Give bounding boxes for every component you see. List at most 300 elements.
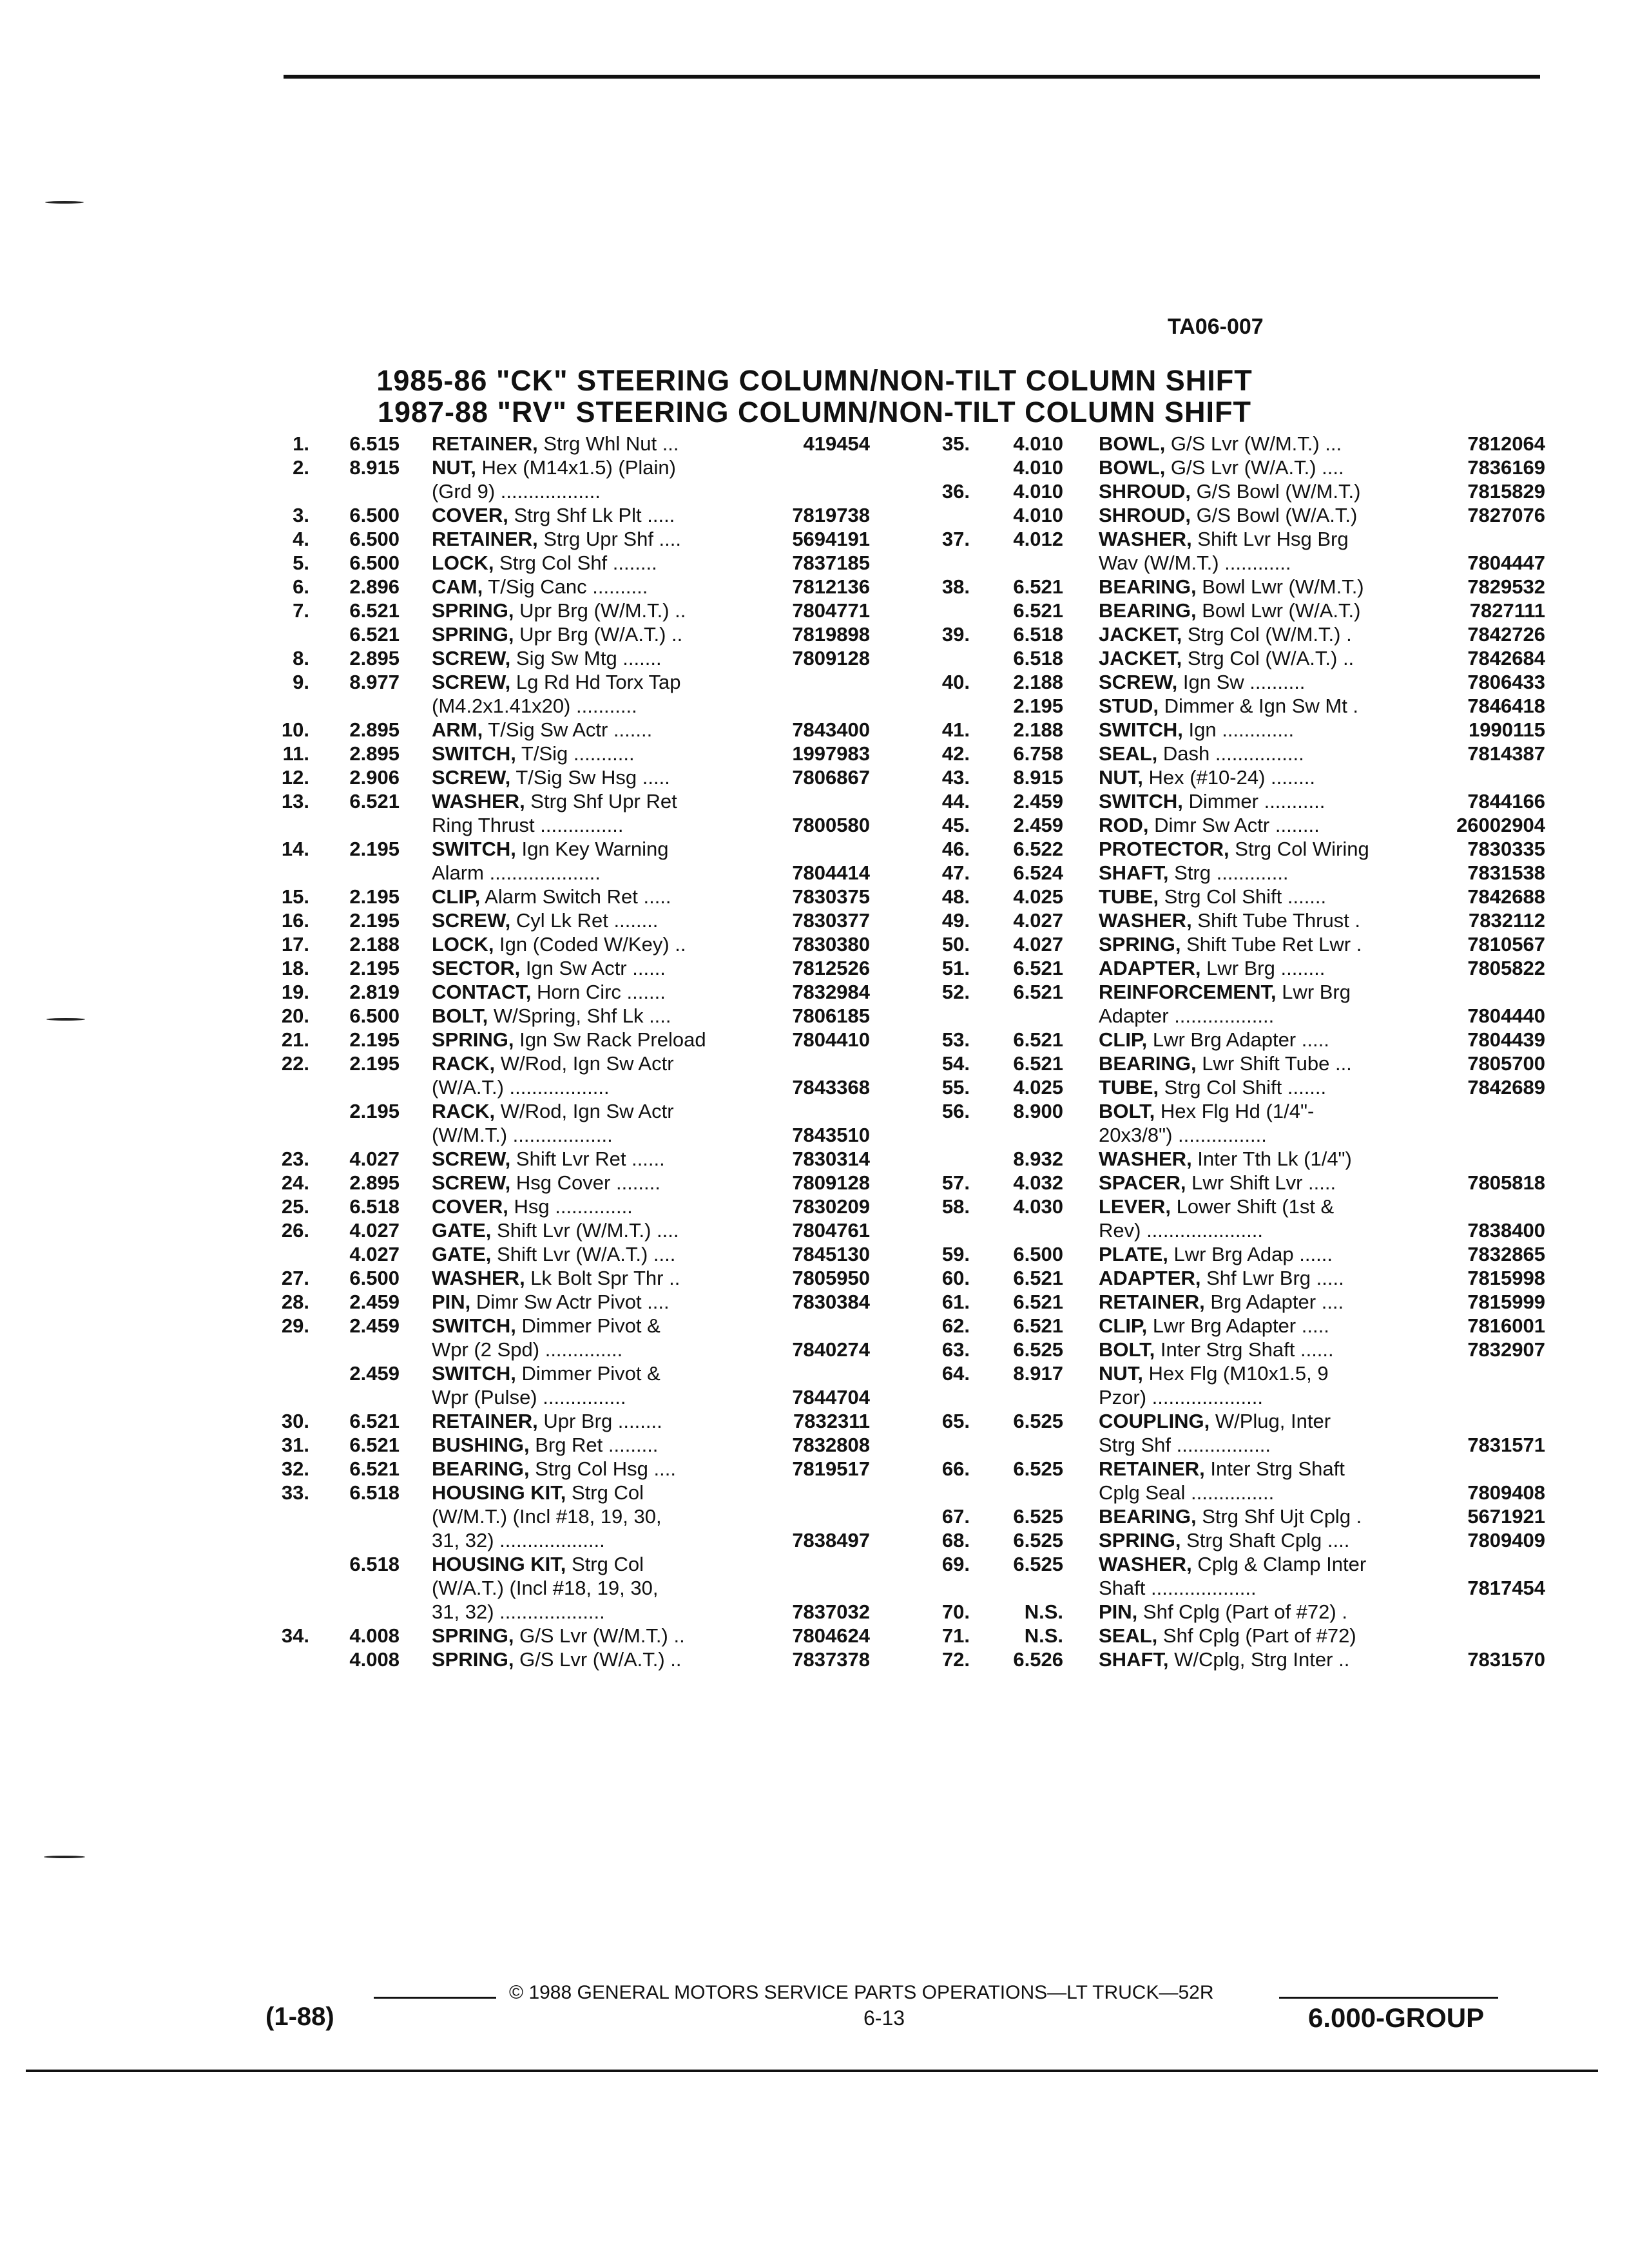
item-number: 48. [941, 885, 970, 908]
part-description [1099, 1528, 1440, 1552]
scan-mark-3 [44, 1856, 85, 1858]
item-number: 17. [281, 933, 309, 956]
part-detail: Upr Brg (W/A.T.) .. [514, 623, 683, 646]
group-number: N.S. [1024, 1624, 1063, 1647]
part-number: 7814387 [1467, 742, 1545, 765]
part-description [432, 1242, 767, 1266]
part-description [1099, 718, 1440, 742]
part-number: 7812526 [792, 957, 870, 979]
part-number: 7830375 [792, 885, 870, 908]
parts-row [915, 1171, 1547, 1195]
part-description [1099, 1314, 1440, 1338]
part-description [432, 1028, 767, 1052]
parts-row [258, 599, 876, 622]
group-number: 4.010 [1013, 504, 1063, 526]
part-description [1099, 1457, 1440, 1481]
parts-row [915, 1004, 1547, 1028]
part-number: 7804410 [792, 1028, 870, 1051]
part-description [1099, 1052, 1440, 1075]
part-description [432, 908, 767, 932]
parts-row [915, 1504, 1547, 1528]
part-detail: Ign ............. [1182, 718, 1295, 741]
part-detail: Shift Lvr (W/A.T.) .... [491, 1243, 676, 1265]
part-description [432, 670, 767, 694]
item-number: 30. [281, 1410, 309, 1432]
part-name: WASHER, [432, 790, 525, 812]
part-description [1099, 1123, 1440, 1147]
parts-row [258, 956, 876, 980]
group-number: 6.524 [1013, 861, 1063, 884]
part-description [432, 1314, 767, 1338]
item-number: 41. [941, 718, 970, 741]
part-detail: Ign (Coded W/Key) .. [494, 933, 686, 956]
part-description [432, 1171, 767, 1195]
parts-row [915, 646, 1547, 670]
footer-date: (1-88) [265, 2003, 334, 2031]
part-name: RACK, [432, 1052, 496, 1075]
parts-row [915, 1600, 1547, 1624]
part-number: 7842688 [1467, 885, 1545, 908]
part-detail: Alarm Switch Ret ..... [480, 885, 671, 908]
part-detail: Dash ................ [1157, 742, 1304, 765]
parts-row [915, 1123, 1547, 1147]
part-name: SWITCH, [432, 838, 516, 860]
item-number: 62. [941, 1314, 970, 1337]
part-number: 7805818 [1467, 1171, 1545, 1194]
part-description [1099, 551, 1440, 575]
part-detail: Hex Flg (M10x1.5, 9 [1142, 1362, 1329, 1385]
part-description [432, 1504, 767, 1528]
group-number: 4.010 [1013, 432, 1063, 455]
parts-row [258, 1338, 876, 1361]
group-number: 4.012 [1013, 528, 1063, 550]
group-number: 2.459 [349, 1291, 400, 1313]
group-number: 4.025 [1013, 1076, 1063, 1099]
part-description [1099, 1099, 1440, 1123]
parts-row [915, 1195, 1547, 1218]
part-name: NUT, [432, 456, 476, 479]
parts-row [915, 551, 1547, 575]
part-number: 7830384 [792, 1291, 870, 1313]
part-description [1099, 622, 1440, 646]
part-detail: Bowl Lwr (W/M.T.) [1196, 575, 1364, 598]
part-detail: Ign Sw Actr ...... [520, 957, 666, 979]
part-number: 7804414 [792, 861, 870, 884]
group-number: 4.027 [349, 1243, 400, 1265]
group-number: 6.521 [349, 790, 400, 812]
part-number: 7846418 [1467, 695, 1545, 717]
parts-row [258, 837, 876, 861]
group-number: 4.010 [1013, 456, 1063, 479]
part-name: SWITCH, [432, 1362, 516, 1385]
parts-row [258, 1528, 876, 1552]
part-description [432, 932, 767, 956]
parts-row [258, 1600, 876, 1624]
part-number: 7815998 [1467, 1267, 1545, 1289]
item-number: 18. [281, 957, 309, 979]
group-number: 2.195 [349, 885, 400, 908]
group-number: 4.008 [349, 1624, 400, 1647]
parts-row [915, 1147, 1547, 1171]
part-detail: W/Rod, Ign Sw Actr [495, 1052, 674, 1075]
part-number: 7810567 [1467, 933, 1545, 956]
part-description [432, 575, 767, 599]
part-name: BEARING, [1099, 1052, 1197, 1075]
part-detail: Strg ............. [1168, 861, 1289, 884]
part-detail: (W/A.T.) .................. [432, 1076, 610, 1099]
group-number: 6.521 [1013, 575, 1063, 598]
part-number: 7817454 [1467, 1577, 1545, 1599]
item-number: 51. [941, 957, 970, 979]
item-number: 36. [941, 480, 970, 503]
part-detail: Ign Sw Rack Preload [514, 1028, 706, 1051]
part-name: BOLT, [1099, 1100, 1155, 1122]
item-number: 56. [941, 1100, 970, 1122]
group-number: 8.977 [349, 671, 400, 693]
part-description [1099, 1600, 1440, 1624]
part-detail: Dimr Sw Actr Pivot .... [470, 1291, 670, 1313]
part-name: JACKET, [1099, 647, 1182, 669]
part-name: BOLT, [432, 1004, 488, 1027]
item-number: 45. [941, 814, 970, 836]
group-number: 2.895 [349, 718, 400, 741]
part-detail: Strg Col Shift ....... [1159, 1076, 1327, 1099]
part-detail: Dimmer & Ign Sw Mt . [1159, 695, 1359, 717]
part-description [432, 1528, 767, 1552]
item-number: 38. [941, 575, 970, 598]
parts-row [258, 1123, 876, 1147]
part-detail: W/Plug, Inter [1210, 1410, 1331, 1432]
group-number: 8.932 [1013, 1148, 1063, 1170]
part-number: 7809128 [792, 647, 870, 669]
item-number: 7. [293, 599, 309, 622]
part-detail: Bowl Lwr (W/A.T.) [1196, 599, 1361, 622]
group-number: N.S. [1024, 1600, 1063, 1623]
group-number: 2.459 [1013, 790, 1063, 812]
part-name: ROD, [1099, 814, 1149, 836]
part-detail: Shift Lvr (W/M.T.) .... [491, 1219, 679, 1242]
parts-row [915, 1338, 1547, 1361]
parts-row [258, 1099, 876, 1123]
group-number: 4.025 [1013, 885, 1063, 908]
part-detail: Dimmer ........... [1182, 790, 1325, 812]
parts-row [915, 432, 1547, 456]
part-description [432, 1409, 767, 1433]
part-name: SWITCH, [1099, 790, 1183, 812]
part-description [432, 503, 767, 527]
part-detail: Alarm .................... [432, 861, 601, 884]
part-number: 7804447 [1467, 552, 1545, 574]
parts-row [915, 765, 1547, 789]
parts-row [258, 1481, 876, 1504]
part-number: 7842684 [1467, 647, 1545, 669]
part-detail: Inter Strg Shaft [1204, 1457, 1345, 1480]
part-detail: Ign Key Warning [516, 838, 669, 860]
part-number: 26002904 [1456, 814, 1545, 836]
item-number: 64. [941, 1362, 970, 1385]
item-number: 37. [941, 528, 970, 550]
group-number: 6.525 [1013, 1529, 1063, 1552]
parts-row [258, 742, 876, 765]
part-number: 7805950 [792, 1267, 870, 1289]
item-number: 60. [941, 1267, 970, 1289]
part-description [1099, 837, 1440, 861]
part-name: SCREW, [432, 1171, 511, 1194]
group-number: 2.195 [349, 1100, 400, 1122]
part-description [1099, 599, 1440, 622]
part-description [432, 1481, 767, 1504]
item-number: 19. [281, 981, 309, 1003]
part-name: COVER, [432, 1195, 508, 1218]
part-number: 7838497 [792, 1529, 870, 1552]
part-number: 7840274 [792, 1338, 870, 1361]
group-number: 6.521 [349, 1457, 400, 1480]
part-name: WASHER, [1099, 528, 1192, 550]
part-name: SPRING, [432, 1648, 514, 1671]
part-description [432, 456, 767, 479]
group-number: 2.195 [349, 957, 400, 979]
part-number: 7831571 [1467, 1434, 1545, 1456]
part-name: BEARING, [1099, 1505, 1197, 1528]
part-description [1099, 1433, 1440, 1457]
item-number: 33. [281, 1481, 309, 1504]
part-number: 7827111 [1469, 599, 1545, 622]
part-name: BEARING, [1099, 599, 1197, 622]
part-detail: Lwr Brg [1276, 981, 1351, 1003]
part-detail: Lg Rd Hd Torx Tap [510, 671, 681, 693]
group-number: 6.500 [349, 1267, 400, 1289]
group-number: 4.027 [1013, 909, 1063, 932]
item-number: 26. [281, 1219, 309, 1242]
part-number: 7804439 [1467, 1028, 1545, 1051]
part-number: 7832865 [1467, 1243, 1545, 1265]
parts-row [258, 670, 876, 694]
parts-row [915, 1028, 1547, 1052]
part-number: 7844704 [792, 1386, 870, 1408]
part-number: 7804771 [792, 599, 870, 622]
group-number: 6.525 [1013, 1457, 1063, 1480]
parts-row [258, 1624, 876, 1648]
parts-row [258, 1409, 876, 1433]
item-number: 57. [941, 1171, 970, 1194]
part-description [432, 837, 767, 861]
item-number: 23. [281, 1148, 309, 1170]
part-name: ARM, [432, 718, 483, 741]
item-number: 34. [281, 1624, 309, 1647]
parts-row [915, 1361, 1547, 1385]
group-number: 6.521 [1013, 957, 1063, 979]
parts-row [915, 1052, 1547, 1075]
part-description [1099, 1624, 1440, 1648]
item-number: 16. [281, 909, 309, 932]
part-detail: Pzor) .................... [1099, 1386, 1263, 1408]
part-detail: Strg Col [566, 1553, 644, 1575]
part-name: SPRING, [432, 1028, 514, 1051]
part-number: 7829532 [1467, 575, 1545, 598]
part-detail: Lwr Brg ........ [1200, 957, 1325, 979]
group-number: 8.900 [1013, 1100, 1063, 1122]
item-number: 14. [281, 838, 309, 860]
part-description [432, 1099, 767, 1123]
part-name: WASHER, [432, 1267, 525, 1289]
group-number: 6.500 [1013, 1243, 1063, 1265]
parts-row [915, 1242, 1547, 1266]
part-description [432, 694, 767, 718]
part-description [1099, 813, 1440, 837]
part-name: SEAL, [1099, 742, 1158, 765]
item-number: 6. [293, 575, 309, 598]
part-description [1099, 956, 1440, 980]
group-number: 6.515 [349, 432, 400, 455]
part-detail: Strg Col (W/M.T.) . [1182, 623, 1352, 646]
parts-row [915, 503, 1547, 527]
part-description [432, 599, 767, 622]
item-number: 21. [281, 1028, 309, 1051]
part-description [432, 1576, 767, 1600]
part-name: SHAFT, [1099, 861, 1169, 884]
part-description [432, 1147, 767, 1171]
part-detail: Wpr (Pulse) ............... [432, 1386, 626, 1408]
parts-row [258, 575, 876, 599]
item-number: 2. [293, 456, 309, 479]
part-number: 5671921 [1467, 1505, 1545, 1528]
part-detail: Strg Shf ................. [1099, 1434, 1271, 1456]
item-number: 42. [941, 742, 970, 765]
item-number: 58. [941, 1195, 970, 1218]
part-description [1099, 742, 1440, 765]
parts-row [258, 861, 876, 885]
group-number: 6.525 [1013, 1553, 1063, 1575]
item-number: 31. [281, 1434, 309, 1456]
part-detail: 31, 32) ................... [432, 1529, 605, 1552]
parts-row [915, 694, 1547, 718]
parts-row [258, 718, 876, 742]
part-number: 7806867 [792, 766, 870, 789]
part-description [432, 432, 767, 456]
item-number: 8. [293, 647, 309, 669]
item-number: 46. [941, 838, 970, 860]
group-number: 6.525 [1013, 1410, 1063, 1432]
page-title-line2: 1987-88 "RV" STEERING COLUMN/NON-TILT COLUMN SHIFT [377, 396, 1252, 428]
part-description [1099, 765, 1440, 789]
part-number: 7831538 [1467, 861, 1545, 884]
part-description [432, 1457, 767, 1481]
part-number: 7830380 [792, 933, 870, 956]
item-number: 32. [281, 1457, 309, 1480]
part-number: 7815999 [1467, 1291, 1545, 1313]
group-number: 6.521 [349, 1410, 400, 1432]
part-description [1099, 1266, 1440, 1290]
part-description [432, 980, 767, 1004]
part-number: 419454 [803, 432, 870, 455]
part-number: 7832808 [792, 1434, 870, 1456]
parts-row [258, 1457, 876, 1481]
parts-row [258, 1218, 876, 1242]
parts-row [915, 885, 1547, 908]
item-number: 61. [941, 1291, 970, 1313]
part-detail: Horn Circ ....... [531, 981, 666, 1003]
part-detail: Strg Upr Shf .... [537, 528, 682, 550]
parts-row [915, 1290, 1547, 1314]
part-name: COUPLING, [1099, 1410, 1210, 1432]
footer-page-number: 6-13 [863, 2006, 905, 2030]
scan-mark-2 [46, 1018, 85, 1021]
item-number: 71. [941, 1624, 970, 1647]
parts-row [258, 885, 876, 908]
part-description [432, 1218, 767, 1242]
part-number: 7832311 [793, 1410, 870, 1432]
parts-row [258, 1290, 876, 1314]
item-number: 40. [941, 671, 970, 693]
group-number: 2.895 [349, 647, 400, 669]
part-detail: W/Spring, Shf Lk .... [488, 1004, 671, 1027]
group-number: 6.526 [1013, 1648, 1063, 1671]
part-number: 7830335 [1467, 838, 1545, 860]
group-number: 2.459 [349, 1314, 400, 1337]
parts-row [258, 765, 876, 789]
part-description [1099, 432, 1440, 456]
group-number: 6.522 [1013, 838, 1063, 860]
parts-list-right [915, 432, 1547, 1671]
parts-row [915, 813, 1547, 837]
group-number: 6.521 [349, 599, 400, 622]
part-name: TUBE, [1099, 885, 1159, 908]
part-description [432, 646, 767, 670]
group-number: 6.525 [1013, 1505, 1063, 1528]
group-number: 6.500 [349, 552, 400, 574]
part-name: SPACER, [1099, 1171, 1186, 1194]
item-number: 72. [941, 1648, 970, 1671]
part-detail: 31, 32) ................... [432, 1600, 605, 1623]
part-detail: Lk Bolt Spr Thr .. [525, 1267, 680, 1289]
item-number: 43. [941, 766, 970, 789]
part-number: 7806185 [792, 1004, 870, 1027]
part-name: NUT, [1099, 766, 1143, 789]
group-number: 2.195 [349, 909, 400, 932]
part-detail: Lwr Brg Adap ...... [1168, 1243, 1333, 1265]
part-description [432, 1290, 767, 1314]
part-name: SCREW, [1099, 671, 1178, 693]
part-description [1099, 1004, 1440, 1028]
parts-row [915, 1099, 1547, 1123]
item-number: 11. [282, 742, 309, 765]
part-detail: Hex (M14x1.5) (Plain) [476, 456, 676, 479]
part-number: 7804624 [792, 1624, 870, 1647]
part-detail: Dimr Sw Actr ........ [1148, 814, 1320, 836]
part-description [1099, 1147, 1440, 1171]
part-name: SPRING, [432, 599, 514, 622]
part-number: 7845130 [792, 1243, 870, 1265]
part-detail: Hex Flg Hd (1/4"- [1155, 1100, 1315, 1122]
footer-rule-right [1279, 1997, 1498, 1999]
part-description [1099, 575, 1440, 599]
item-number: 24. [281, 1171, 309, 1194]
parts-row [258, 1195, 876, 1218]
group-number: 2.895 [349, 742, 400, 765]
part-number: 7837032 [792, 1600, 870, 1623]
part-detail: G/S Bowl (W/M.T.) [1190, 480, 1361, 503]
part-detail: Dimmer Pivot & [516, 1362, 660, 1385]
parts-row [915, 956, 1547, 980]
part-detail: Ring Thrust ............... [432, 814, 624, 836]
group-number: 6.518 [349, 1553, 400, 1575]
part-detail: Rev) ..................... [1099, 1219, 1263, 1242]
part-number: 7809408 [1467, 1481, 1545, 1504]
part-name: BOLT, [1099, 1338, 1155, 1361]
part-description [432, 1552, 767, 1576]
parts-row [258, 1576, 876, 1600]
part-name: ADAPTER, [1099, 957, 1201, 979]
